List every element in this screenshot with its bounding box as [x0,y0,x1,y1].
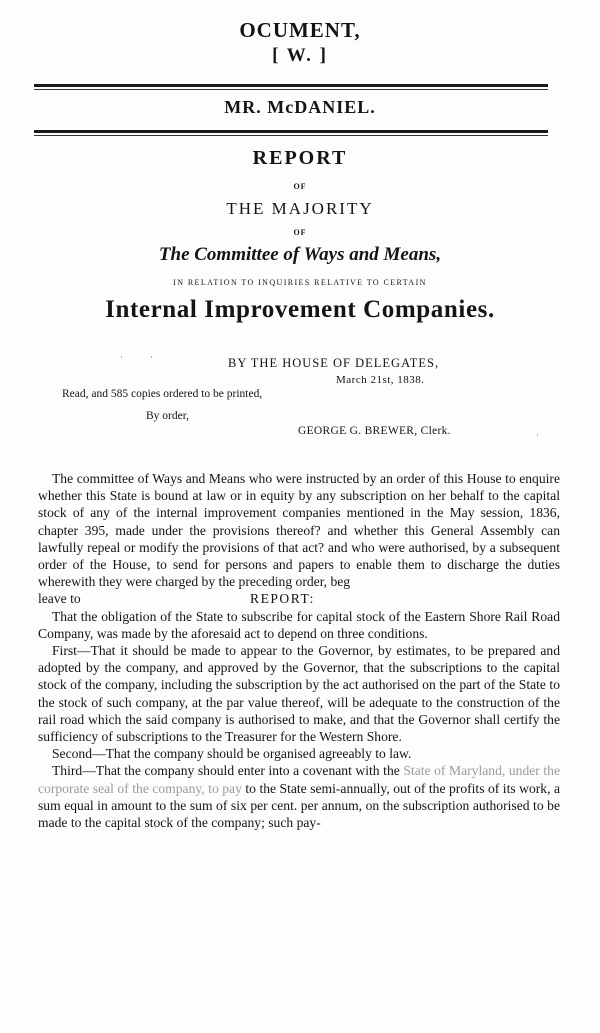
second-rule [34,130,548,136]
report-line [38,590,560,607]
relation-line: IN RELATION TO INQUIRIES RELATIVE TO CERTAIN [173,278,427,287]
leave-to-text: leave to [38,591,81,607]
speck-mark: · [536,430,539,440]
third-condition-faded: State of Maryland, under the corporate seal of the company, to pay [38,763,560,796]
companies-heading: Internal Improvement Companies. [105,296,495,323]
report-title: REPORT [252,147,348,169]
top-rule [34,84,548,90]
obligation-paragraph: That the obligation of the State to subscribe for capital stock of the Eastern Shore Rail Road Company, was made by the aforesaid act to depend on three conditions. [38,608,560,641]
printing-note: Read, and 585 copies ordered to be printed, [62,388,263,400]
intro-paragraph: The committee of Ways and Means who were instructed by an order of this House to enquire whether this State is bound at law or in equity by any subscription on her behalf to the capital stock of any of the internal improvement companies mentioned in the May session, 1836, chapter 395, made under the provisions thereof? and whether this General Assembly can lawfully repeal or modify the provisions of that act? and who were authorised, by a subsequent order of the House, to send for persons and papers to enable them to discharge the duties wherewith they were charged by the preceding order, beg [38,471,560,590]
document-label: OCUMENT, [239,18,361,42]
third-condition-start: Third—That the company should enter into a covenant with the [52,763,400,779]
committee-name: The Committee of Ways and Means, [158,244,442,265]
second-condition-paragraph: Second—That the company should be organised agreeably to law. [52,746,412,762]
report-body [38,470,560,831]
majority-heading: THE MAJORITY [226,199,374,218]
speck-mark: · [150,352,153,362]
document-header [0,18,600,67]
document-number: [ W. ] [272,45,328,66]
first-condition-paragraph: First—That it should be made to appear to the Governor, by estimates, to be prepared and adopted by the company, and approved by the Governor, that the subscriptions to the capital stock of the company, including the subscription by the act authorised on the part of the State to the stock of such company, at the par value thereof, will be adequate to the construction of the rail road which the said company is authorised to make, and that the Governor shall certify the sufficiency of subscriptions to the Treasurer for the Western Shore. [38,643,560,745]
report-subheading: REPORT: [250,591,315,607]
third-condition-paragraph [38,762,560,831]
of-connector-2: OF [293,228,307,237]
speck-mark: · [120,352,123,362]
member-name: MR. McDANIEL. [224,97,376,117]
by-house-line: BY THE HOUSE OF DELEGATES, [228,356,440,370]
clerk-signature: GEORGE G. BREWER, Clerk. [298,425,451,437]
date-line: March 21st, 1838. [336,374,425,386]
of-connector-1: OF [293,182,307,191]
third-condition-rest: to the State semi-annually, out of the profits of its work, a sum equal in amount to the sum of six per cent. per annum, on the subscription authorised to be made to the capital stock of the company; such pay- [38,780,560,831]
by-order-line: By order, [146,410,189,422]
